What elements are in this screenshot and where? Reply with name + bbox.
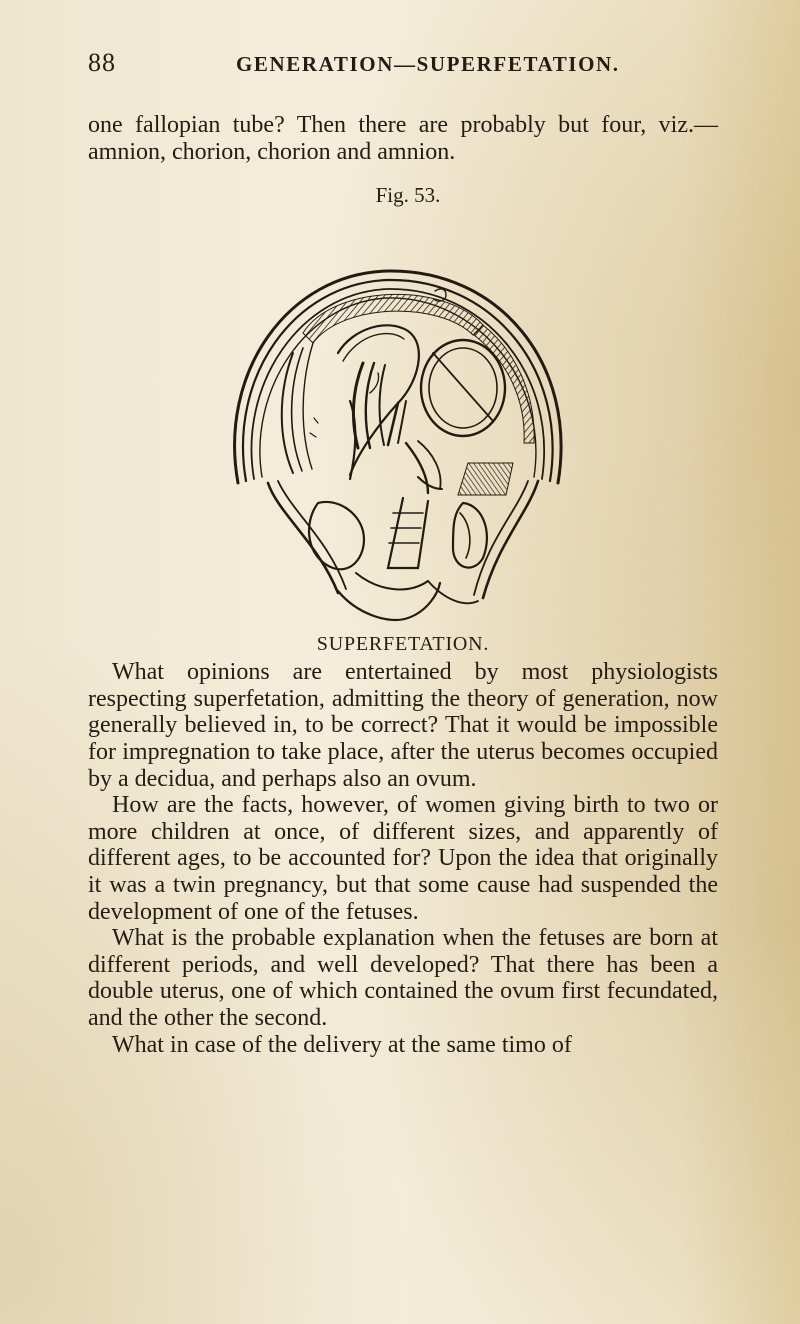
figure-caption: SUPERFETATION.	[316, 633, 490, 656]
page-content	[88, 48, 718, 1058]
running-title: GENERATION—SUPERFETATION.	[236, 52, 620, 76]
figure-label: Fig. 53.	[375, 183, 441, 208]
page-number: 88	[88, 48, 116, 77]
paragraph: What in case of the delivery at the same timo of	[112, 1031, 572, 1058]
superfetation-illustration	[88, 213, 718, 633]
paragraph: What is the probable explanation when the fetuses are born at different periods, and well developed? That there has been a double uterus, one of which contained the ovum first fecundated, and the other the second.	[88, 925, 718, 1031]
paragraph: How are the facts, however, of women giving birth to two or more children at once, of different sizes, and apparently of different ages, to be accounted for? Upon the idea that originally it was a twin pregnancy, but that some cause had suspended the development of one of the fetuses.	[88, 792, 718, 925]
continued-paragraph: one fallopian tube? Then there are probably but four, viz.—amnion, chorion, chorion and amnion.	[88, 112, 718, 165]
paragraph: What opinions are entertained by most physiologists respecting superfetation, admitting the theory of generation, now generally believed in, to be correct? That it would be impossible for impregnation to take place, after the uterus becomes occupied by a decidua, and perhaps also an ovum.	[88, 659, 718, 792]
running-head	[88, 48, 718, 80]
superfetation-figure	[88, 213, 718, 633]
